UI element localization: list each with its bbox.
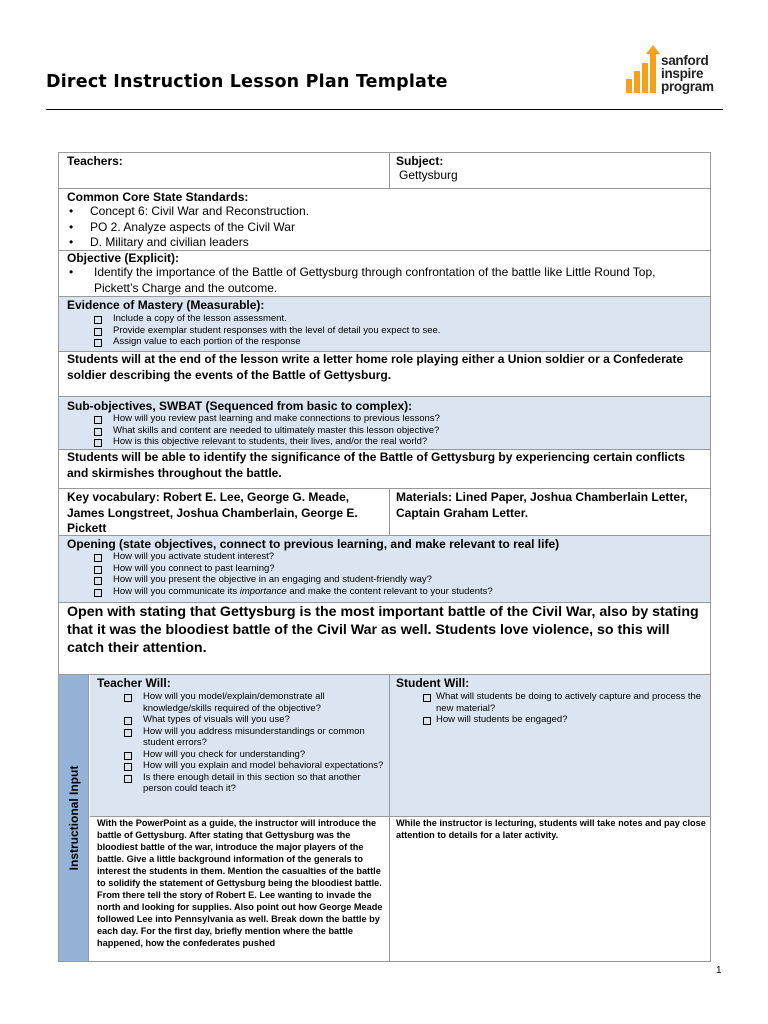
standards-label: Common Core State Standards: [67,190,249,204]
list-item: How will you address misunderstandings or common student errors? [97,726,387,749]
mastery-response-row [59,352,710,397]
subobjectives-response-row [59,450,710,489]
instructional-prompts-row [90,675,710,817]
page-number: 1 [716,965,722,976]
teacher-response-cell [97,817,387,961]
opening-label: Opening (state objectives, connect to previous learning, and make relevant to real life) [67,537,560,551]
list-item: How will you connect to past learning? [67,563,702,575]
list-item: How will you model/explain/demonstrate all knowledge/skills required of the objective? [97,691,387,714]
subobjectives-row [59,397,710,450]
list-item: How will you communicate its importance and make the content relevant to your students? [67,586,702,598]
student-response: While the instructor is lecturing, students will take notes and pay close attention to details for a later activity. [396,818,706,840]
subobjectives-response: Students will be able to identify the significance of the Battle of Gettysburg by experiencing certain conflicts and skirmishes throughout the battle. [67,450,686,480]
list-item: Provide exemplar student responses with the level of detail you expect to see. [67,325,702,337]
vocabulary-cell [67,489,385,535]
list-item: How will you present the objective in an engaging and student-friendly way? [67,574,702,586]
list-item: How will you check for understanding? [97,749,387,761]
opening-response: Open with stating that Gettysburg is the most important battle of the Civil War, also by stating that it was the bloodiest battle of the Civil War as well. Students love violence, so this will catch their attention. [67,604,699,656]
teacher-will-cell [97,675,387,816]
list-item: What types of visuals will you use? [97,714,387,726]
objective-row [59,251,710,297]
student-will-cell [389,675,710,816]
subject-label: Subject: [396,154,444,168]
logo-text: sanford inspire program [661,53,714,94]
mastery-response: Students will at the end of the lesson write a letter home role playing either a Union soldier or a Confederate soldier describing the events of the Battle of Gettysburg. [67,352,684,382]
subobjectives-list [67,413,702,448]
vocab-materials-row [59,489,710,536]
instructional-input-section [59,675,710,961]
student-will-list [396,691,710,726]
sanford-inspire-logo [624,45,734,97]
teachers-subject-row [59,153,710,189]
list-item: What skills and content are needed to ultimately master this lesson objective? [67,425,702,437]
materials-text: Materials: Lined Paper, Joshua Chamberlain Letter, Captain Graham Letter. [396,490,688,520]
teachers-cell [67,153,387,188]
subject-value: Gettysburg [399,168,458,182]
student-response-cell [389,817,710,961]
materials-cell [389,489,710,535]
list-item: What will students be doing to actively capture and process the new material? [396,691,710,714]
mastery-label: Evidence of Mastery (Measurable): [67,298,265,312]
list-item: How will you explain and model behavioral expectations? [97,760,387,772]
list-item: Assign value to each portion of the response [67,336,702,348]
list-item: • PO 2. Analyze aspects of the Civil War [67,220,702,236]
page-title: Direct Instruction Lesson Plan Template [46,72,448,92]
list-item: How will you activate student interest? [67,551,702,563]
list-item: How is this objective relevant to students, their lives, and/or the real world? [67,436,702,448]
header-rule [46,109,723,110]
instructional-input-label: Instructional Input [59,675,89,961]
opening-row [59,536,710,603]
list-item: Is there enough detail in this section so that another person could teach it? [97,772,387,795]
teacher-response: With the PowerPoint as a guide, the instructor will introduce the battle of Gettysburg. After stating that Gettysburg was the bloodiest battle of the war, introduce the major players of the battle. Give a little background information of the generals to interest the students in them. Mention the casualties of the battle to solidify the statement of Gettysburg being the bloodiest battle. From there tell the story of Robert E. Lee wanting to invade the north and looking for supplies. Also point out how George Meade followed Lee into Pennsylvania as well. Break down the battle by each day. For the first day, briefly mention where the battle happened, how the confederates pushed [97,818,383,948]
teachers-label: Teachers: [67,154,123,168]
mastery-list [67,313,702,348]
lesson-plan-table [58,152,711,962]
list-item: • D. Military and civilian leaders [67,235,702,251]
objective-list [67,265,702,296]
list-item: • Concept 6: Civil War and Reconstruction. [67,204,702,220]
list-item: • Identify the importance of the Battle of Gettysburg through confrontation of the battle like Little Round Top, Pickett’s Charge and the outcome. [67,265,702,296]
objective-label: Objective (Explicit): [67,251,180,265]
logo-bars-icon [624,45,660,97]
subobjectives-label: Sub-objectives, SWBAT (Sequenced from basic to complex): [67,399,413,413]
vocabulary-text: Key vocabulary: Robert E. Lee, George G. Meade, James Longstreet, Joshua Chamberlain, George E. Pickett [67,490,358,535]
standards-list [67,204,702,251]
student-will-label: Student Will: [396,676,470,690]
teacher-will-label: Teacher Will: [97,676,171,690]
opening-list [67,551,702,597]
subject-cell [389,153,710,188]
mastery-row [59,297,710,352]
teacher-will-list [97,691,387,795]
list-item: How will students be engaged? [396,714,710,726]
opening-response-row [59,603,710,675]
instructional-responses-row [90,817,710,961]
list-item: How will you review past learning and make connections to previous lessons? [67,413,702,425]
standards-row [59,189,710,251]
list-item: Include a copy of the lesson assessment. [67,313,702,325]
